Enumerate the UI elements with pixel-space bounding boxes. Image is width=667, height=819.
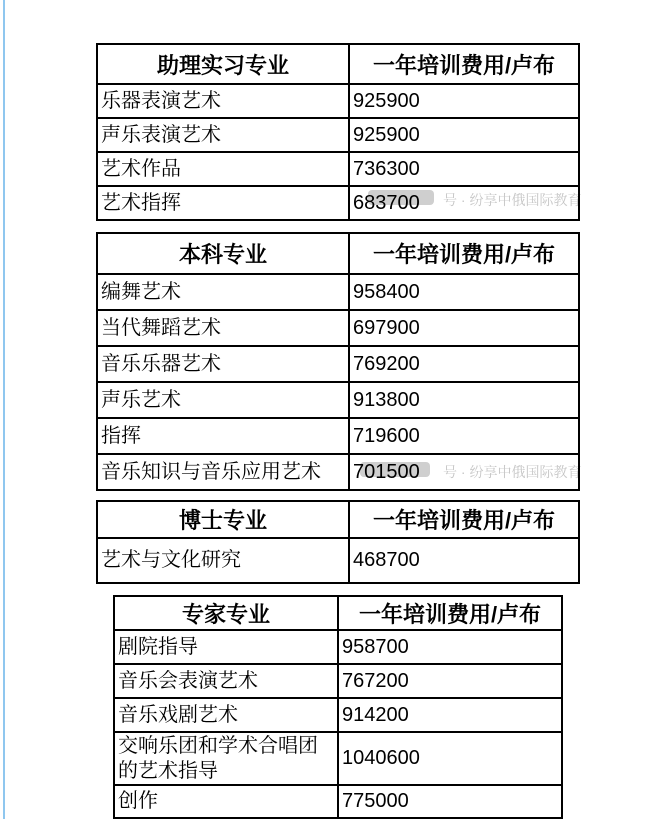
- fee-column-header: 一年培训费用/卢布: [349, 501, 579, 538]
- major-cell: 艺术与文化研究: [97, 538, 349, 583]
- header-row: [97, 233, 579, 274]
- major-cell: 音乐会表演艺术: [114, 664, 338, 698]
- major-cell: 当代舞蹈艺术: [97, 310, 349, 346]
- table-row: [114, 698, 562, 732]
- table-row: [97, 152, 579, 186]
- fee-cell: 719600: [349, 418, 579, 454]
- fee-cell: 767200: [338, 664, 562, 698]
- major-cell: 音乐戏剧艺术: [114, 698, 338, 732]
- fee-cell: 468700: [349, 538, 579, 583]
- fee-cell: 769200: [349, 346, 579, 382]
- major-cell: 声乐艺术: [97, 382, 349, 418]
- table-title: 助理实习专业: [97, 44, 349, 84]
- table-row: [114, 785, 562, 818]
- fee-cell: 914200: [338, 698, 562, 732]
- major-cell: 指挥: [97, 418, 349, 454]
- fee-column-header: 一年培训费用/卢布: [349, 44, 579, 84]
- major-cell: 艺术指挥: [97, 186, 349, 220]
- assistant-internship-majors-table: [96, 43, 580, 221]
- table-row: [97, 538, 579, 583]
- specialist-majors-table: [113, 595, 563, 819]
- major-cell: 音乐乐器艺术: [97, 346, 349, 382]
- header-row: [97, 44, 579, 84]
- fee-cell: 925900: [349, 84, 579, 118]
- table-row: [114, 732, 562, 785]
- watermark-text: 号 · 纷享中俄国际教育: [443, 192, 582, 208]
- table-title: 博士专业: [97, 501, 349, 538]
- table-row: [97, 186, 579, 220]
- fee-cell: 697900: [349, 310, 579, 346]
- major-cell: 创作: [114, 785, 338, 818]
- fee-cell: 736300: [349, 152, 579, 186]
- bachelor-majors-table: [96, 232, 580, 491]
- fee-cell: 925900: [349, 118, 579, 152]
- table-row: [97, 310, 579, 346]
- major-cell: 艺术作品: [97, 152, 349, 186]
- table-title: 专家专业: [114, 596, 338, 630]
- table-row: [114, 664, 562, 698]
- table-row: [97, 118, 579, 152]
- major-cell: 音乐知识与音乐应用艺术: [97, 454, 349, 490]
- fee-cell: 683700: [349, 186, 579, 220]
- fee-cell: 958400: [349, 274, 579, 310]
- table-row: [97, 84, 579, 118]
- fee-cell: 775000: [338, 785, 562, 818]
- table-row: [97, 454, 579, 490]
- header-row: [114, 596, 562, 630]
- table-row: [97, 382, 579, 418]
- table-row: [97, 418, 579, 454]
- left-accent-line: [3, 0, 5, 819]
- table-row: [97, 274, 579, 310]
- header-row: [97, 501, 579, 538]
- fee-column-header: 一年培训费用/卢布: [349, 233, 579, 274]
- major-cell: 编舞艺术: [97, 274, 349, 310]
- doctoral-majors-table: [96, 500, 580, 584]
- table-row: [114, 630, 562, 664]
- fee-cell: 701500: [349, 454, 579, 490]
- major-cell: 剧院指导: [114, 630, 338, 664]
- major-cell: 乐器表演艺术: [97, 84, 349, 118]
- table-row: [97, 346, 579, 382]
- major-cell: 声乐表演艺术: [97, 118, 349, 152]
- watermark-text: 号 · 纷享中俄国际教育: [443, 464, 582, 480]
- fee-cell: 958700: [338, 630, 562, 664]
- major-cell: 交响乐团和学术合唱团的艺术指导: [114, 732, 338, 785]
- table-title: 本科专业: [97, 233, 349, 274]
- fee-cell: 913800: [349, 382, 579, 418]
- fee-cell: 1040600: [338, 732, 562, 785]
- fee-column-header: 一年培训费用/卢布: [338, 596, 562, 630]
